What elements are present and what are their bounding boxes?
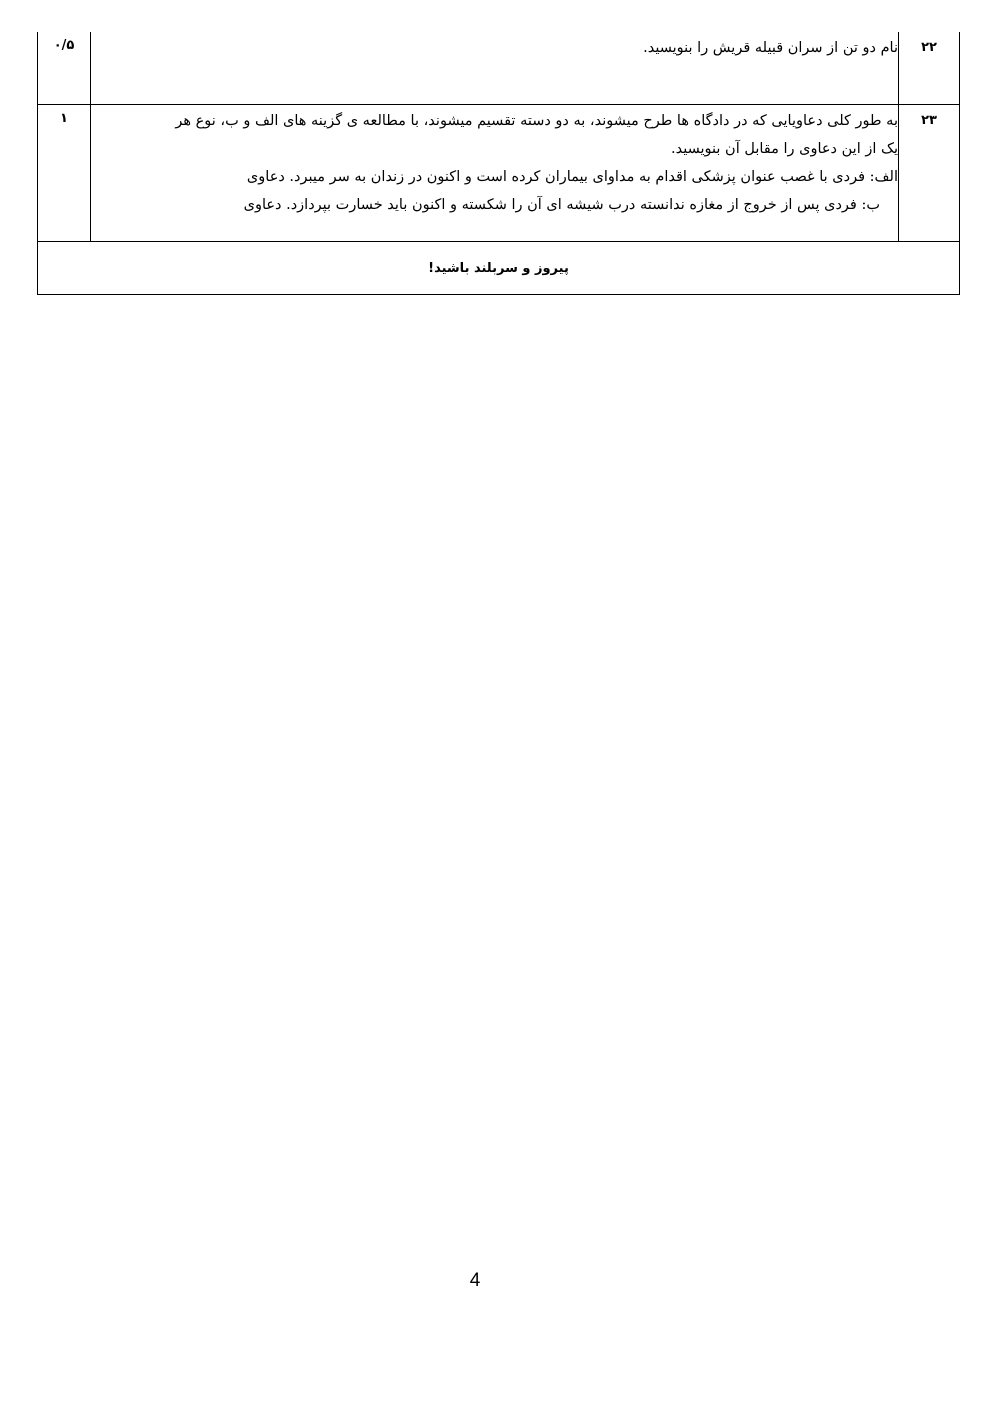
question-number: ۲۲ [899, 32, 960, 105]
question-line: یک از این دعاوی را مقابل آن بنویسید. [670, 141, 898, 157]
question-number: ۲۳ [899, 105, 960, 242]
question-text [91, 32, 899, 105]
question-score: ۱ [38, 105, 91, 242]
question-row-23 [38, 105, 960, 242]
option-alef: الف: فردی با غصب عنوان پزشکی اقدام به مداوای بیماران کرده است و اکنون در زندان به سر میبرد. دعاوی [246, 169, 898, 185]
question-line: نام دو تن از سران قبیله قریش را بنویسید. [643, 40, 898, 56]
question-score: ۰/۵ [38, 32, 91, 105]
exam-table [37, 32, 960, 295]
question-row-22 [38, 32, 960, 105]
question-line: به طور کلی دعاویایی که در دادگاه ها طرح میشوند، به دو دسته تقسیم میشوند، با مطالعه ی گزینه های الف و ب، نوع هر [175, 113, 898, 129]
footer-row [38, 242, 960, 295]
question-text [91, 105, 899, 242]
option-be: ب: فردی پس از خروج از مغازه ندانسته درب شیشه ای آن را شکسته و اکنون باید خسارت بپردازد. دعاوی [243, 197, 880, 213]
closing-message: پیروز و سربلند باشید! [38, 242, 960, 295]
page-number: 4 [469, 1270, 481, 1291]
